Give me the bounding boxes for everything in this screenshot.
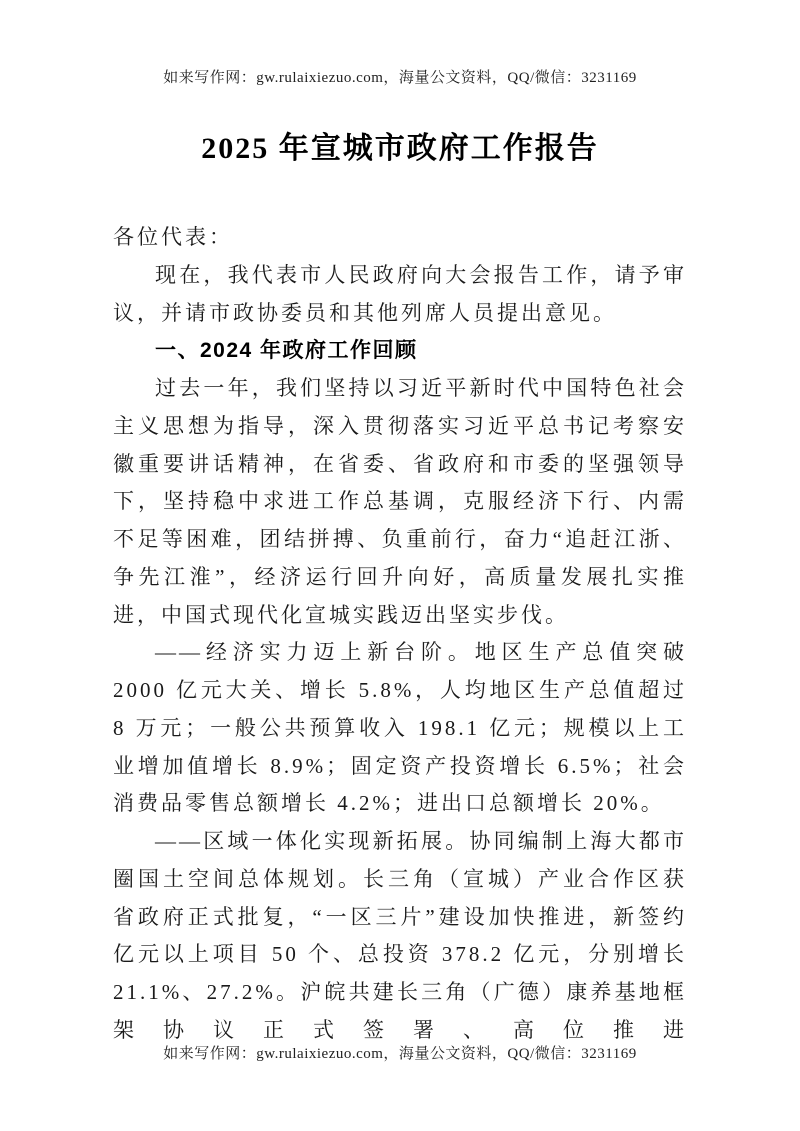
page-header-watermark: 如来写作网：gw.rulaixiezuo.com，海量公文资料，QQ/微信：3231169 [163,70,637,86]
paragraph-economic-strength: ——经济实力迈上新台阶。地区生产总值突破 2000 亿元大关、增长 5.8%，人均地区生产总值超过 8 万元；一般公共预算收入 198.1 亿元；规模以上工业增加值增长 8.9%；固定资产投资增长 6.5%；社会消费品零售总额增长 4.2%；进出口总额增长 20%。 [113,640,687,816]
page-footer-watermark: 如来写作网：gw.rulaixiezuo.com，海量公文资料，QQ/微信：3231169 [163,1046,637,1062]
paragraph-regional-integration: ——区域一体化实现新拓展。协同编制上海大都市圈国土空间总体规划。长三角（宣城）产业合作区获省政府正式批复，“一区三片”建设加快推进，新签约亿元以上项目 50 个、总投资 378.2 亿元，分别增长 21.1%、27.2%。沪皖共建长三角（广德）康养基地框架协议正式签署、高位推进 [113,829,687,1042]
document-body [113,219,687,1050]
paragraph-year-overview: 过去一年，我们坚持以习近平新时代中国特色社会主义思想为指导，深入贯彻落实习近平总书记考察安徽重要讲话精神，在省委、省政府和市委的坚强领导下，坚持稳中求进工作总基调，克服经济下行、内需不足等困难，团结拼搏、负重前行，奋力“追赶江浙、争先江淮”，经济运行回升向好，高质量发展扎实推进，中国式现代化宣城实践迈出坚实步伐。 [113,376,687,627]
section-heading-2024-review: 一、2024 年政府工作回顾 [155,339,418,363]
document-title: 2025 年宣城市政府工作报告 [201,132,599,165]
salutation-line: 各位代表： [113,225,233,249]
paragraph-report-intro: 现在，我代表市人民政府向大会报告工作，请予审议，并请市政协委员和其他列席人员提出意见。 [113,262,687,325]
